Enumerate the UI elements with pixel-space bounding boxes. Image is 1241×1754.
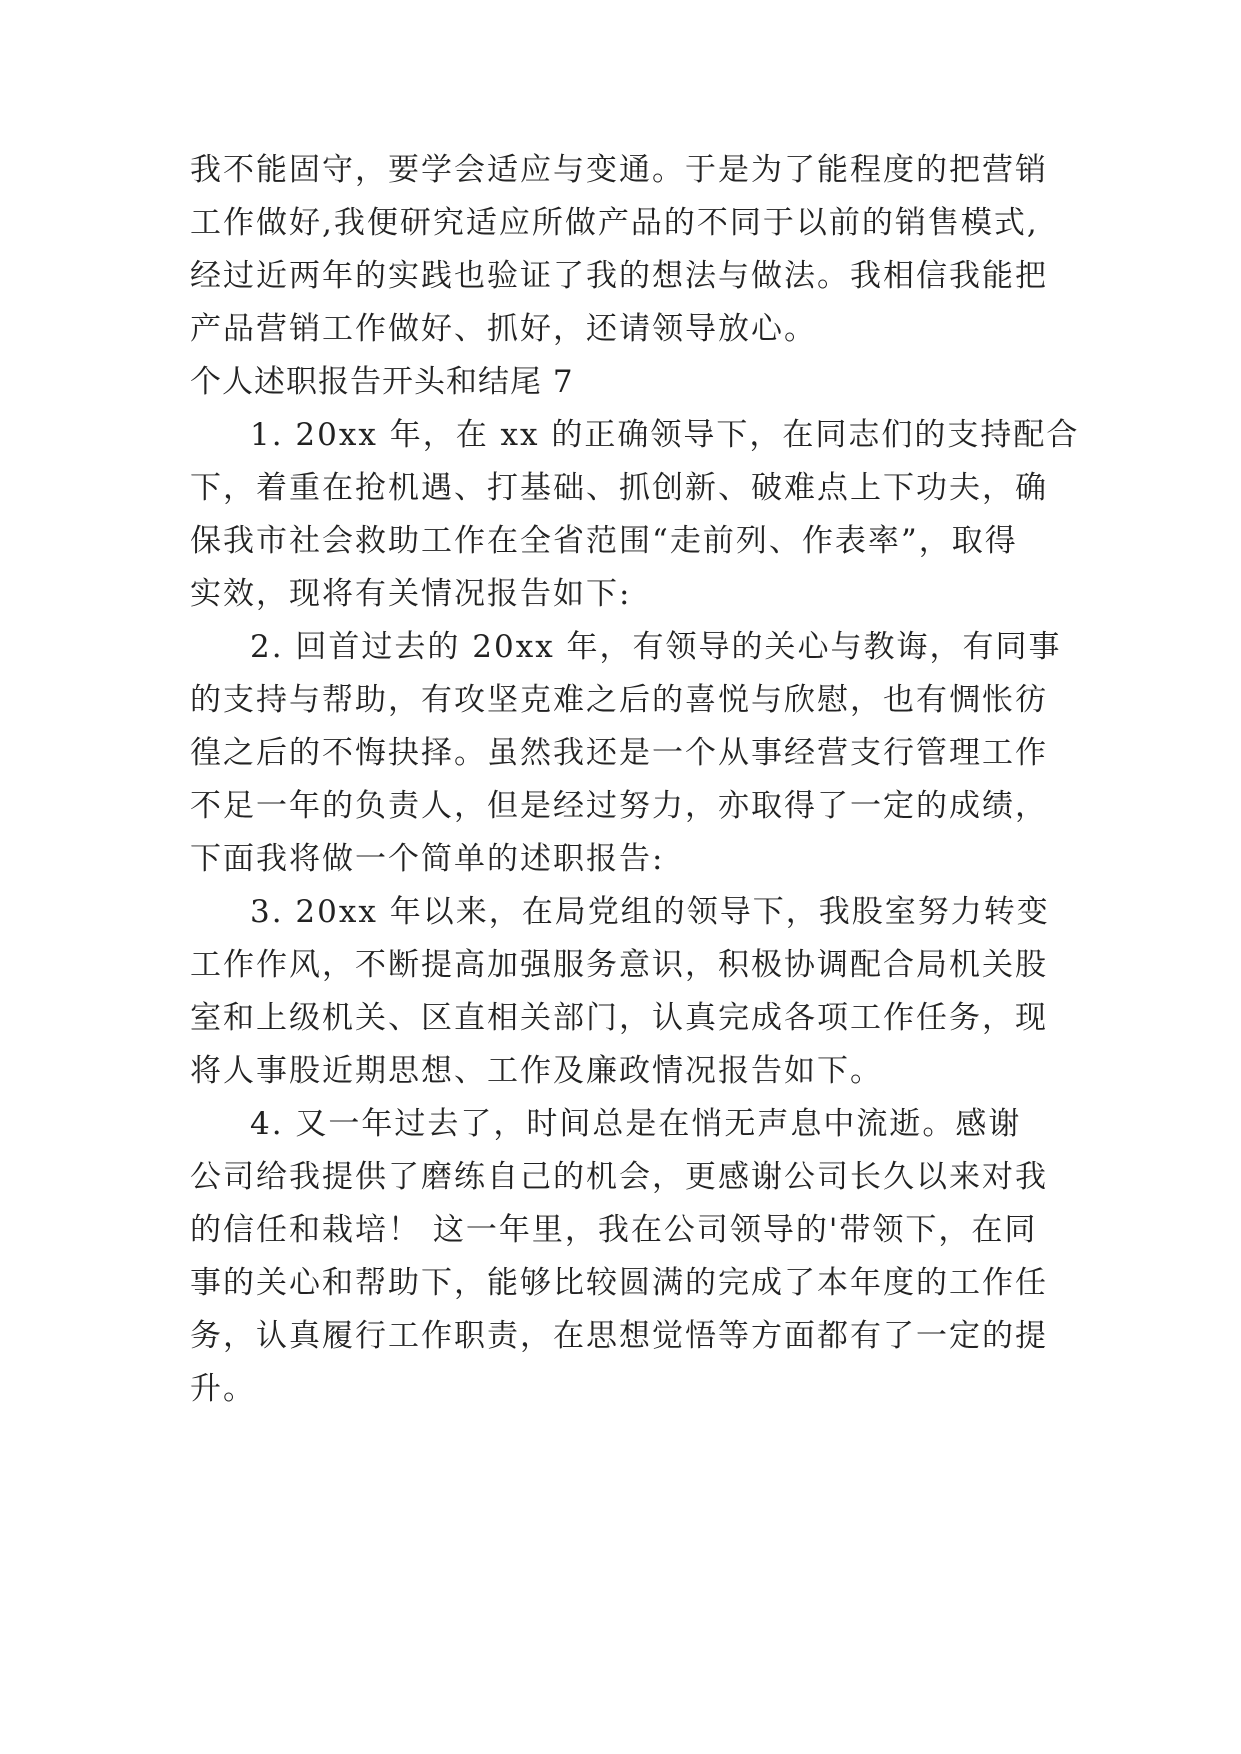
text-line: 的支持与帮助，有攻坚克难之后的喜悦与欣慰，也有惆怅彷 bbox=[190, 682, 1048, 718]
text-line: 务，认真履行工作职责，在思想觉悟等方面都有了一定的提 bbox=[190, 1318, 1048, 1354]
text-line: 4. 又一年过去了，时间总是在悄无声息中流逝。感谢 bbox=[250, 1106, 1022, 1142]
text-line: 保我市社会救助工作在全省范围“走前列、作表率”，取得 bbox=[190, 523, 1018, 559]
text-line: 我不能固守，要学会适应与变通。于是为了能程度的把营销 bbox=[190, 152, 1048, 188]
text-line: 徨之后的不悔抉择。虽然我还是一个从事经营支行管理工作 bbox=[190, 735, 1048, 771]
text-line: 下，着重在抢机遇、打基础、抓创新、破难点上下功夫，确 bbox=[190, 470, 1048, 506]
text-line: 1. 20xx 年，在 xx 的正确领导下，在同志们的支持配合 bbox=[250, 417, 1080, 453]
text-line: 工作作风，不断提高加强服务意识，积极协调配合局机关股 bbox=[190, 947, 1048, 983]
text-line: 3. 20xx 年以来，在局党组的领导下，我股室努力转变 bbox=[250, 894, 1050, 930]
text-line: 不足一年的负责人，但是经过努力，亦取得了一定的成绩， bbox=[190, 788, 1048, 824]
text-line: 将人事股近期思想、工作及廉政情况报告如下。 bbox=[190, 1053, 883, 1089]
text-line: 升。 bbox=[190, 1371, 256, 1407]
text-line: 下面我将做一个简单的述职报告: bbox=[190, 841, 665, 877]
text-line: 产品营销工作做好、抓好，还请领导放心。 bbox=[190, 311, 817, 347]
text-line: 经过近两年的实践也验证了我的想法与做法。我相信我能把 bbox=[190, 258, 1048, 294]
section-title: 个人述职报告开头和结尾 7 bbox=[190, 364, 574, 400]
text-line: 实效，现将有关情况报告如下: bbox=[190, 576, 632, 612]
text-line: 2. 回首过去的 20xx 年，有领导的关心与教诲，有同事 bbox=[250, 629, 1062, 665]
text-line: 公司给我提供了磨练自己的机会，更感谢公司长久以来对我 bbox=[190, 1159, 1048, 1195]
text-line: 室和上级机关、区直相关部门，认真完成各项工作任务，现 bbox=[190, 1000, 1048, 1036]
text-line: 事的关心和帮助下，能够比较圆满的完成了本年度的工作任 bbox=[190, 1265, 1048, 1301]
text-line: 工作做好,我便研究适应所做产品的不同于以前的销售模式, bbox=[190, 205, 1039, 241]
text-line: 的信任和栽培！ 这一年里，我在公司领导的'带领下，在同 bbox=[190, 1212, 1038, 1248]
